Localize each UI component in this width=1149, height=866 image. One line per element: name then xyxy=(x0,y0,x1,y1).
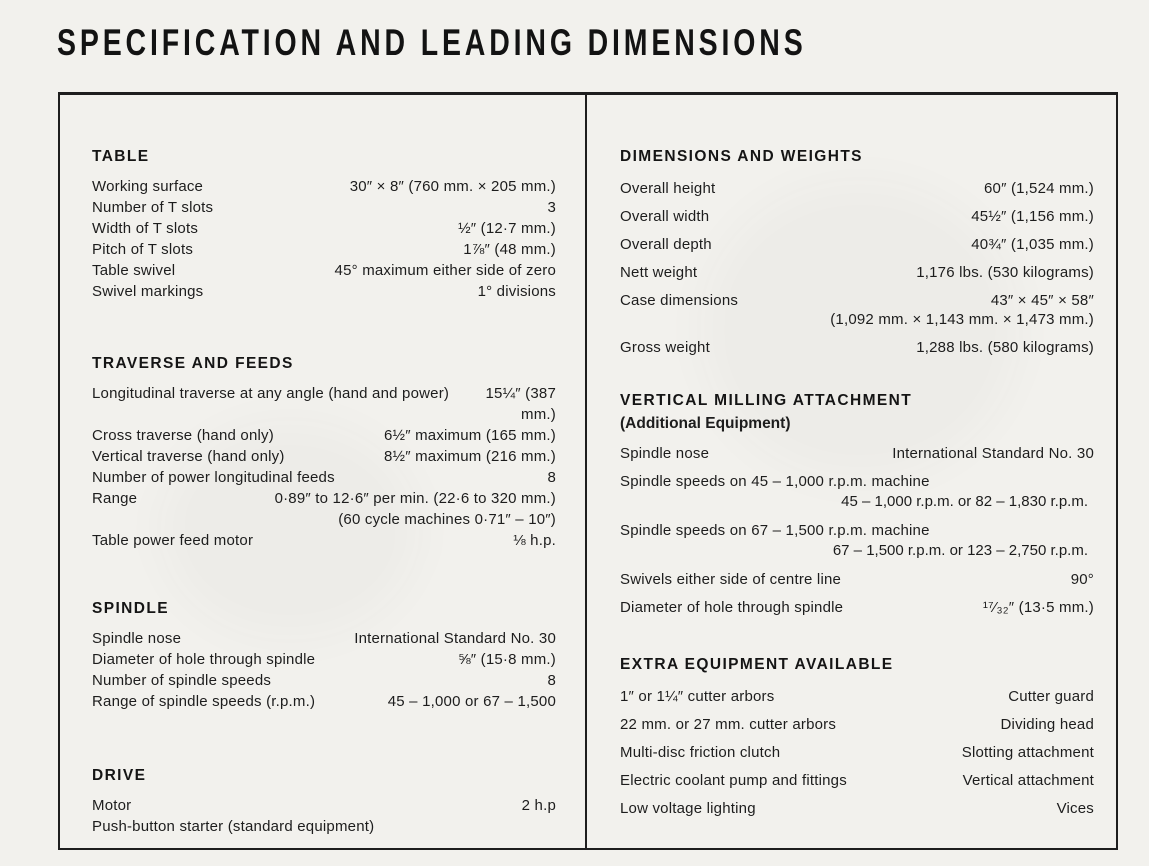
spec-label: Spindle nose xyxy=(92,630,182,647)
spec-label: Overall width xyxy=(620,208,710,225)
section-subheading: (Additional Equipment) xyxy=(620,415,791,432)
spec-label: Width of T slots xyxy=(92,220,199,237)
spec-row xyxy=(620,291,1094,329)
spec-row xyxy=(92,260,556,281)
spec-value: International Standard No. 30 xyxy=(354,630,556,647)
specification-box xyxy=(58,92,1118,850)
spec-label: Vertical traverse (hand only) xyxy=(92,448,285,465)
spec-value: 2 h.p xyxy=(521,797,556,814)
section-traverse-and-feeds xyxy=(92,354,556,551)
spec-label: Working surface xyxy=(92,178,204,195)
spec-row xyxy=(620,444,1094,463)
spec-row xyxy=(92,218,556,239)
section-heading-traverse: TRAVERSE AND FEEDS xyxy=(92,355,294,372)
equipment-item-right: Dividing head xyxy=(1000,716,1094,733)
equipment-row xyxy=(620,771,1094,790)
spec-row xyxy=(620,179,1094,198)
spec-value: 30″ × 8″ (760 mm. × 205 mm.) xyxy=(349,178,556,195)
spec-row xyxy=(92,691,556,712)
spec-value: 90° xyxy=(1070,571,1094,588)
spec-value: 67 – 1,500 r.p.m. or 123 – 2,750 r.p.m. xyxy=(832,542,1088,559)
spec-row xyxy=(92,816,556,837)
spec-label: Diameter of hole through spindle xyxy=(620,599,844,616)
section-heading-table: TABLE xyxy=(92,148,150,165)
spec-label: Spindle speeds on 45 – 1,000 r.p.m. machine xyxy=(620,473,930,490)
spec-label: Range of spindle speeds (r.p.m.) xyxy=(92,693,316,710)
spec-label: Spindle speeds on 67 – 1,500 r.p.m. machine xyxy=(620,522,930,539)
left-column xyxy=(92,95,556,837)
spec-value xyxy=(147,488,556,530)
equipment-item-left: Low voltage lighting xyxy=(620,800,756,817)
spec-row-stacked xyxy=(620,472,1094,512)
right-column xyxy=(620,95,1094,827)
spec-row xyxy=(620,570,1094,589)
section-vertical-milling-attachment xyxy=(620,391,1094,617)
spec-value: 15¼″ (387 mm.) xyxy=(485,385,556,423)
spec-label: Table power feed motor xyxy=(92,532,254,549)
spec-row xyxy=(92,628,556,649)
section-heading-vertical-attachment: VERTICAL MILLING ATTACHMENT xyxy=(620,392,913,409)
spec-value: ½″ (12·7 mm.) xyxy=(458,220,556,237)
spec-value xyxy=(748,291,1094,329)
spec-label: Range xyxy=(92,490,138,507)
spec-label: Number of power longitudinal feeds xyxy=(92,469,335,486)
spec-row-stacked xyxy=(620,521,1094,561)
spec-row xyxy=(92,425,556,446)
spec-value: 1⅞″ (48 mm.) xyxy=(463,241,556,258)
section-extra-equipment xyxy=(620,655,1094,818)
spec-label: Number of spindle speeds xyxy=(92,672,272,689)
section-heading-spindle: SPINDLE xyxy=(92,600,169,617)
spec-label: Push-button starter (standard equipment) xyxy=(92,818,375,835)
equipment-item-left: 1″ or 1¼″ cutter arbors xyxy=(620,688,775,705)
spec-value: International Standard No. 30 xyxy=(892,445,1094,462)
spec-label: Spindle nose xyxy=(620,445,710,462)
spec-row xyxy=(92,649,556,670)
spec-value: 8 xyxy=(547,672,556,689)
spec-label: Longitudinal traverse at any angle (hand and power) xyxy=(92,385,450,402)
spec-value-line2: (60 cycle machines 0·71″ – 10″) xyxy=(338,511,556,528)
spec-value-line1: 43″ × 45″ × 58″ xyxy=(990,292,1094,309)
spec-value: 1° divisions xyxy=(477,283,556,300)
spec-value: 45 – 1,000 or 67 – 1,500 xyxy=(387,693,556,710)
spec-label: Case dimensions xyxy=(620,292,739,309)
spec-value: 1,176 lbs. (530 kilograms) xyxy=(916,264,1094,281)
spec-row xyxy=(92,488,556,530)
equipment-item-right: Cutter guard xyxy=(1008,688,1094,705)
spec-row xyxy=(92,467,556,488)
equipment-row xyxy=(620,715,1094,734)
spec-value: 45° maximum either side of zero xyxy=(334,262,556,279)
spec-label: Pitch of T slots xyxy=(92,241,194,258)
spec-value: 3 xyxy=(547,199,556,216)
equipment-item-right: Slotting attachment xyxy=(961,744,1094,761)
spec-value: 45 – 1,000 r.p.m. or 82 – 1,830 r.p.m. xyxy=(841,493,1088,510)
spec-value: ¹⁷⁄₃₂″ (13·5 mm.) xyxy=(982,599,1094,616)
spec-row xyxy=(92,383,556,425)
equipment-item-right: Vertical attachment xyxy=(962,772,1094,789)
spec-value: ⅝″ (15·8 mm.) xyxy=(458,651,556,668)
spec-row xyxy=(92,176,556,197)
spec-label: Swivel markings xyxy=(92,283,204,300)
spec-label: Number of T slots xyxy=(92,199,214,216)
spec-label: Cross traverse (hand only) xyxy=(92,427,274,444)
spec-label: Nett weight xyxy=(620,264,698,281)
spec-row xyxy=(620,598,1094,617)
equipment-row xyxy=(620,687,1094,706)
equipment-item-left: Electric coolant pump and fittings xyxy=(620,772,847,789)
section-drive xyxy=(92,766,556,837)
column-divider xyxy=(585,95,587,848)
spec-label: Overall depth xyxy=(620,236,712,253)
spec-row xyxy=(620,235,1094,254)
page-title: SPECIFICATION AND LEADING DIMENSIONS xyxy=(57,22,807,63)
spec-label: Swivels either side of centre line xyxy=(620,571,842,588)
spec-value: 60″ (1,524 mm.) xyxy=(983,180,1094,197)
spec-row xyxy=(620,207,1094,226)
spec-label: Overall height xyxy=(620,180,716,197)
spec-value: 45½″ (1,156 mm.) xyxy=(971,208,1094,225)
section-dimensions-and-weights xyxy=(620,147,1094,357)
equipment-item-left: 22 mm. or 27 mm. cutter arbors xyxy=(620,716,837,733)
spec-row xyxy=(92,795,556,816)
spec-value: 8 xyxy=(547,469,556,486)
spec-value: 1,288 lbs. (580 kilograms) xyxy=(916,339,1094,356)
spec-row xyxy=(92,239,556,260)
spec-row xyxy=(92,197,556,218)
equipment-item-left: Multi-disc friction clutch xyxy=(620,744,781,761)
spec-row xyxy=(620,263,1094,282)
spec-value: ⅛ h.p. xyxy=(513,532,556,549)
section-table xyxy=(92,147,556,302)
equipment-row xyxy=(620,743,1094,762)
section-heading-drive: DRIVE xyxy=(92,767,147,784)
spec-label: Diameter of hole through spindle xyxy=(92,651,316,668)
equipment-item-right: Vices xyxy=(1056,800,1094,817)
spec-value: 40¾″ (1,035 mm.) xyxy=(971,236,1094,253)
spec-row xyxy=(92,446,556,467)
spec-row xyxy=(92,530,556,551)
spec-row xyxy=(92,281,556,302)
spec-value-line1: 0·89″ to 12·6″ per min. (22·6 to 320 mm.) xyxy=(274,490,556,507)
spec-label: Table swivel xyxy=(92,262,176,279)
spec-row xyxy=(620,338,1094,357)
spec-label: Gross weight xyxy=(620,339,710,356)
equipment-row xyxy=(620,799,1094,818)
spec-label: Motor xyxy=(92,797,132,814)
spec-row xyxy=(92,670,556,691)
spec-value: 6½″ maximum (165 mm.) xyxy=(383,427,556,444)
section-spindle xyxy=(92,599,556,712)
section-heading-dimensions: DIMENSIONS AND WEIGHTS xyxy=(620,148,863,165)
spec-value: 8½″ maximum (216 mm.) xyxy=(383,448,556,465)
spec-value-line2: (1,092 mm. × 1,143 mm. × 1,473 mm.) xyxy=(830,311,1094,328)
section-heading-extra-equipment: EXTRA EQUIPMENT AVAILABLE xyxy=(620,656,894,673)
